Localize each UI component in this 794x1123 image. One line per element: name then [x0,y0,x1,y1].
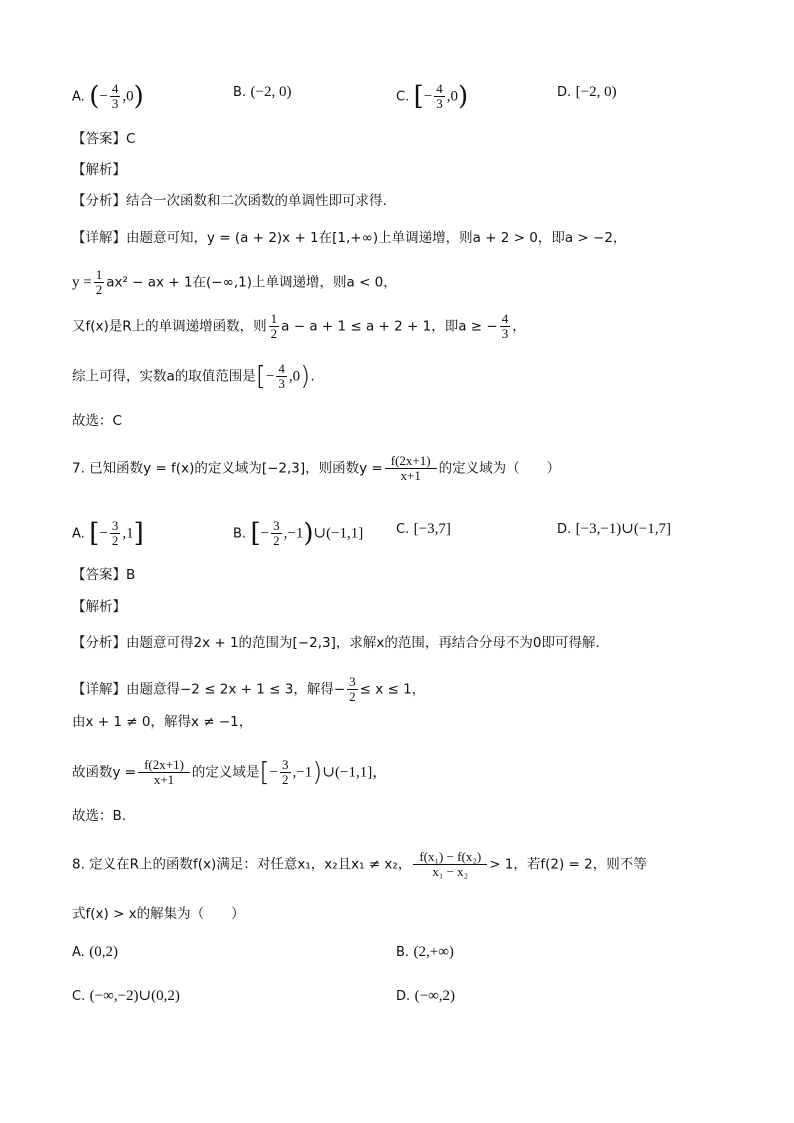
option-text: (−2, 0) [250,84,292,100]
option-label: C. [396,89,410,105]
q6-answer: 【答案】C [72,131,136,147]
fraction: $\frac{4}{3}$ [111,81,119,111]
q6-option-b [233,82,291,103]
q6-option-c: C. [− $\frac{4}{3}$ ,0) [396,81,469,112]
q8-option-d: D. (−∞,2) [396,988,456,1004]
tail: ,0 [446,88,459,105]
q7-option-b: B. [− $\frac{3}{2}$ ,−1)∪(−1,1] [233,518,364,549]
sign: − [423,88,433,105]
q6-detail-line3: 又f(x)是R上的单调递增函数，则 $\frac{1}{2}$ a − a + 1 ≤ a + 2 + 1，即a ≥ − $\frac{4}{3}$ ， [72,311,526,341]
q7-option-a: A. [− $\frac{3}{2}$ ,1] [72,518,144,549]
option-label: B. [233,85,247,100]
q7-answer: 【答案】B [72,567,136,583]
q7-stem: 7. 已知函数y = f(x)的定义域为[−2,3]，则函数y = $\frac{f(2x+1)}{x+1}$ 的定义域为（ ） [72,453,561,483]
q6-option-a: A. (− $\frac{4}{3}$ ,0) [72,81,144,112]
option-text: [−2, 0) [575,84,617,100]
q6-detail-line1: 【详解】由题意可知，y = (a + 2)x + 1在[1,+∞)上单调递增，则a + 2 > 0，即a > −2， [72,230,627,246]
q6-option-d [557,82,617,103]
q7-option-d: D. [−3,−1)∪(−1,7] [557,521,672,537]
q6-detail-line2: y = $\frac{1}{2}$ ax² − ax + 1在(−∞,1)上单调递增，则a < 0， [72,267,397,297]
q8-stem-line2: 式f(x) > x的解集为（ ） [72,906,245,922]
q7-conclusion: 故选：B. [72,808,127,824]
q8-option-a: A. (0,2) [72,944,118,960]
q8-stem-line1: 8. 定义在R上的函数f(x)满足：对任意x₁，x₂且x₁ ≠ x₂， $\frac{\text{f(x₁) − f(x₂)}}{\text{x₁ − x₂}}$ > 1，若f(2) = 2，则不等 [72,849,647,879]
q6-jiexi-heading: 【解析】 [72,162,126,178]
option-label: D. [557,85,572,100]
q6-conclusion: 故选：C [72,413,122,429]
q8-option-b: B. (2,+∞) [396,944,454,960]
q8-option-c: C. (−∞,−2)∪(0,2) [72,988,180,1004]
q7-jiexi-heading: 【解析】 [72,599,126,615]
tail: ,0 [122,88,134,105]
q7-analysis: 【分析】由题意可得2x + 1的范围为[−2,3]，求解x的范围，再结合分母不为0即可得解. [72,635,600,651]
option-label: A. [72,89,85,105]
fraction: $\frac{4}{3}$ [436,81,443,111]
q7-detail-line3: 故函数y = $\frac{f(2x+1)}{x+1}$ 的定义域是[− $\frac{3}{2}$ ,−1)∪(−1,1]， [72,757,388,788]
q7-detail-line1: 【详解】由题意得−2 ≤ 2x + 1 ≤ 3，解得− $\frac{3}{2}$ ≤ x ≤ 1， [72,674,426,704]
sign: − [99,88,108,105]
q6-analysis: 【分析】结合一次函数和二次函数的单调性即可求得. [72,193,387,209]
q6-detail-line4: 综上可得，实数a的取值范围是[− $\frac{4}{3}$ ,0). [72,361,315,392]
q7-option-c: C. [−3,7] [396,521,451,537]
q7-detail-line2: 由x + 1 ≠ 0，解得x ≠ −1， [72,714,253,730]
